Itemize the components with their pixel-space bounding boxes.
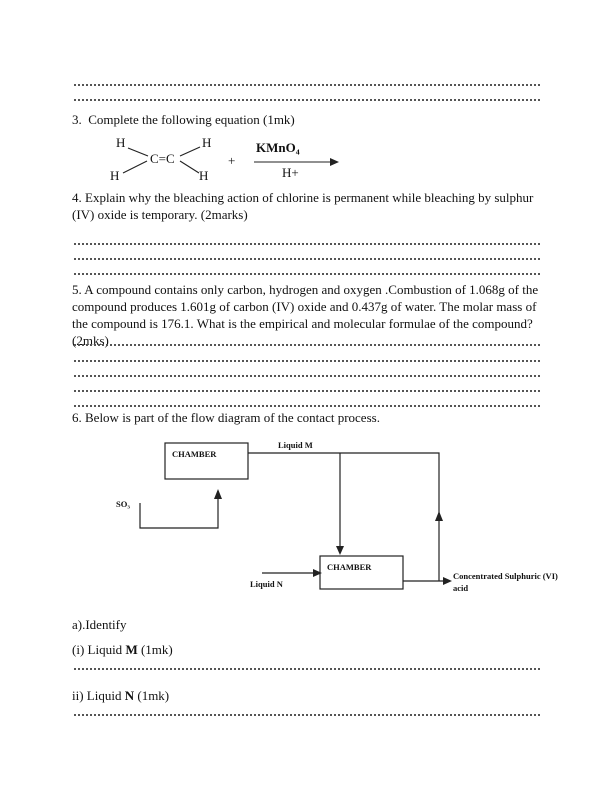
dotted-answer-line	[74, 390, 540, 392]
reagent-label: KMnO₄	[256, 140, 300, 155]
item-liquid-m	[72, 641, 546, 658]
condition-label: H+	[282, 165, 299, 180]
arrow-right-icon	[330, 158, 339, 166]
question-6-text: 6. Below is part of the flow diagram of the contact process.	[72, 410, 380, 425]
item-i-pre: (i) Liquid	[72, 642, 126, 657]
dotted-answer-line	[74, 99, 540, 101]
ethene-equation-diagram	[98, 132, 368, 192]
bond-line	[180, 147, 200, 156]
question-5-text: 5. A compound contains only carbon, hydrogen and oxygen .Combustion of 1.068g of the compound produces 1.601g of carbon (IV) oxide and 0.437g of water. The molar mass of the compound is 176.1. What is the empirical and molecular formulae of the compound? (2mks)	[72, 282, 542, 349]
question-4-text: 4. Explain why the bleaching action of chlorine is permanent while bleaching by sulphur (IV) oxide is temporary. (2marks)	[72, 190, 537, 223]
so3-pipe-line	[140, 491, 218, 528]
ethene-core-label: C=C	[150, 151, 175, 166]
h-atom-label: H	[199, 168, 209, 183]
h-atom-label: H	[110, 168, 120, 183]
chamber1-label: CHAMBER	[172, 449, 217, 459]
liquid-n-label: Liquid N	[250, 579, 283, 589]
item-i-bold: M	[125, 642, 138, 657]
item-ii-pre: ii) Liquid	[72, 688, 125, 703]
item-ii-bold: N	[124, 688, 135, 703]
dotted-answer-line	[74, 84, 540, 86]
h-atom-label: H	[116, 135, 126, 150]
dotted-answer-line	[74, 258, 540, 260]
dotted-answer-line	[74, 375, 540, 377]
bond-line	[180, 161, 199, 173]
item-liquid-n	[72, 687, 546, 704]
bond-line	[123, 161, 147, 173]
dotted-answer-line	[74, 360, 540, 362]
dotted-answer-line	[74, 273, 540, 275]
chamber2-label: CHAMBER	[327, 562, 372, 572]
dotted-answer-line	[74, 668, 540, 670]
identify-header: a).Identify	[72, 617, 127, 632]
question-3-text: 3. Complete the following equation (1mk)	[72, 112, 295, 127]
bond-line	[128, 148, 148, 156]
contact-process-diagram	[72, 433, 592, 601]
item-i-post: (1mk)	[137, 642, 173, 657]
h-atom-label: H	[202, 135, 212, 150]
plus-sign: +	[228, 153, 236, 168]
so3-label: SO₃	[116, 499, 130, 509]
item-ii-post: (1mk)	[134, 688, 170, 703]
dotted-answer-line	[74, 344, 540, 346]
chamber2-box	[320, 556, 403, 589]
dotted-answer-line	[74, 714, 540, 716]
arrow-right-icon	[313, 569, 322, 577]
arrow-down-icon	[336, 546, 344, 555]
dotted-answer-line	[74, 243, 540, 245]
liquid-m-label: Liquid M	[278, 440, 313, 450]
arrow-right-icon	[443, 577, 452, 585]
product-label-line2: acid	[453, 583, 469, 593]
product-label-line1: Concentrated Sulphuric (VI)	[453, 571, 558, 581]
arrow-up-icon	[435, 511, 443, 521]
arrow-up-icon	[214, 489, 222, 499]
dotted-answer-line	[74, 405, 540, 407]
